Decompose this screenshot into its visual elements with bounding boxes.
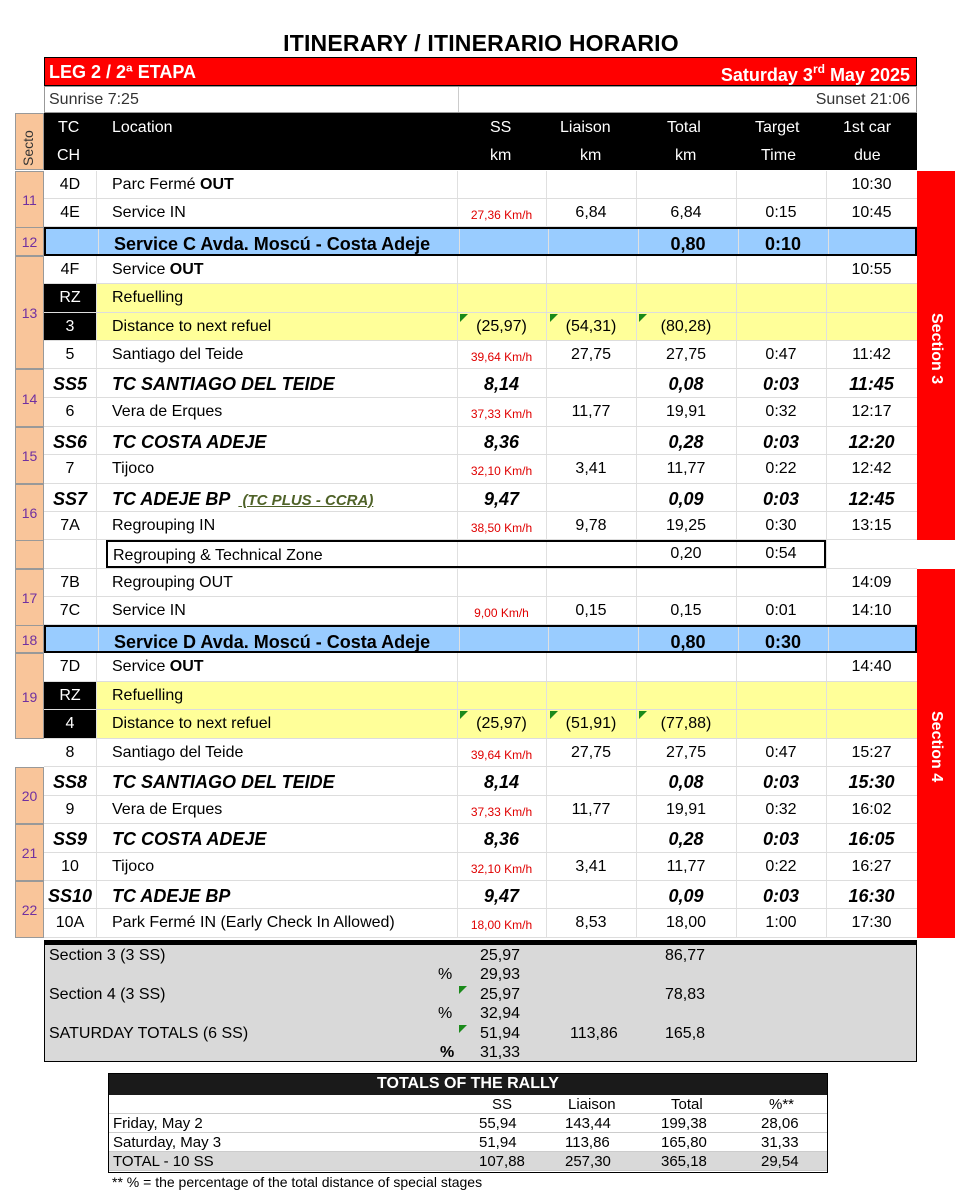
sector-header: Secto — [15, 113, 44, 170]
table-row: RZ Refuelling — [44, 682, 917, 710]
table-row: 6 Vera de Erques 37,33 Km/h 11,77 19,91 0:32 12:17 — [44, 398, 917, 427]
sector-number: 22 — [15, 881, 44, 938]
section-totals: Section 3 (3 SS) 25,97 86,77 % 29,93 Section 4 (3 SS) 25,97 78,83 % 32,94 SATURDAY TOTALS (6 SS) 51,94 113,86 165,8 % 31,33 — [44, 940, 917, 1062]
sector-number: 21 — [15, 824, 44, 881]
table-row: SS6 TC COSTA ADEJE 8,36 0,28 0:03 12:20 — [44, 427, 917, 455]
sector-number: 12 — [15, 227, 44, 256]
table-row: RZ Refuelling — [44, 284, 917, 313]
rally-row: Saturday, May 3 51,94 113,86 165,80 31,33 — [109, 1133, 827, 1152]
sector-number: 16 — [15, 484, 44, 541]
sunset: Sunset 21:06 — [815, 91, 910, 108]
section-label: Section 3 — [917, 171, 955, 540]
footnote: ** % = the percentage of the total distance of special stages — [112, 1174, 483, 1190]
rally-row: Friday, May 2 55,94 143,44 199,38 28,06 — [109, 1114, 827, 1133]
table-row: SS10 TC ADEJE BP 9,47 0,09 0:03 16:30 — [44, 881, 917, 909]
table-row: Service D Avda. Moscú - Costa Adeje 0,80 0:30 — [44, 625, 917, 653]
sector-number: 11 — [15, 171, 44, 228]
table-row: SS7 TC ADEJE BP (TC PLUS - CCRA) 9,47 0,09 0:03 12:45 — [44, 484, 917, 512]
table-row: 10A Park Fermé IN (Early Check In Allowed) 18,00 Km/h 8,53 18,00 1:00 17:30 — [44, 909, 917, 938]
sector-number: 17 — [15, 569, 44, 626]
sun-row — [44, 86, 917, 113]
rally-row: TOTAL - 10 SS 107,88 257,30 365,18 29,54 — [109, 1152, 827, 1171]
table-row: Service C Avda. Moscú - Costa Adeje 0,80 0:10 — [44, 227, 917, 256]
table-row: SS9 TC COSTA ADEJE 8,36 0,28 0:03 16:05 — [44, 824, 917, 853]
table-header: TC CH Location SS km Liaison km Total km Target Time 1st car due — [44, 113, 917, 170]
table-row: 7A Regrouping IN 38,50 Km/h 9,78 19,25 0:30 13:15 — [44, 512, 917, 540]
leg-label: LEG 2 / 2ª ETAPA — [49, 62, 197, 82]
rally-totals: TOTALS OF THE RALLY SS Liaison Total %** Friday, May 2 55,94 143,44 199,38 28,06 Saturday, May 3 51,94 113,86 165,80 31,33 TOTAL - 10 SS 107,88 257,30 365,18 29,54 — [108, 1073, 828, 1173]
table-row: 7B Regrouping OUT 14:09 — [44, 569, 917, 597]
sector-number — [15, 540, 44, 569]
table-row: 10 Tijoco 32,10 Km/h 3,41 11,77 0:22 16:27 — [44, 853, 917, 881]
table-row: SS8 TC SANTIAGO DEL TEIDE 8,14 0,08 0:03 15:30 — [44, 767, 917, 796]
sector-number: 18 — [15, 625, 44, 653]
sector-number: 19 — [15, 653, 44, 739]
table-row: 4F Service OUT 10:55 — [44, 256, 917, 284]
tc-plus-link[interactable]: (TC PLUS - CCRA) — [238, 492, 374, 509]
table-row: Regrouping & Technical Zone 0,20 0:54 — [44, 540, 917, 569]
table-row: 8 Santiago del Teide 39,64 Km/h 27,75 27,75 0:47 15:27 — [44, 739, 917, 767]
table-row: 7C Service IN 9,00 Km/h 0,15 0,15 0:01 14:10 — [44, 597, 917, 625]
page-title: ITINERARY / ITINERARIO HORARIO — [283, 30, 679, 56]
sector-number: 20 — [15, 767, 44, 824]
table-row: 4 Distance to next refuel (25,97) (51,91) (77,88) — [44, 710, 917, 739]
sector-number: 14 — [15, 369, 44, 427]
table-row: 4D Parc Fermé OUT 10:30 — [44, 171, 917, 199]
table-row: 4E Service IN 27,36 Km/h 6,84 6,84 0:15 10:45 — [44, 199, 917, 227]
table-row: 7D Service OUT 14:40 — [44, 653, 917, 682]
table-row: 5 Santiago del Teide 39,64 Km/h 27,75 27,75 0:47 11:42 — [44, 341, 917, 369]
leg-date: Saturday 3rd May 2025 — [720, 62, 910, 85]
leg-header — [44, 57, 917, 86]
table-row: 9 Vera de Erques 37,33 Km/h 11,77 19,91 0:32 16:02 — [44, 796, 917, 824]
section-label: Section 4 — [917, 569, 955, 938]
sunrise: Sunrise 7:25 — [49, 91, 139, 108]
table-row: SS5 TC SANTIAGO DEL TEIDE 8,14 0,08 0:03 11:45 — [44, 369, 917, 398]
rally-totals-title: TOTALS OF THE RALLY — [109, 1074, 827, 1095]
sector-number: 15 — [15, 427, 44, 484]
table-row: 7 Tijoco 32,10 Km/h 3,41 11,77 0:22 12:42 — [44, 455, 917, 484]
sector-number: 13 — [15, 256, 44, 369]
table-row: 3 Distance to next refuel (25,97) (54,31) (80,28) — [44, 313, 917, 341]
